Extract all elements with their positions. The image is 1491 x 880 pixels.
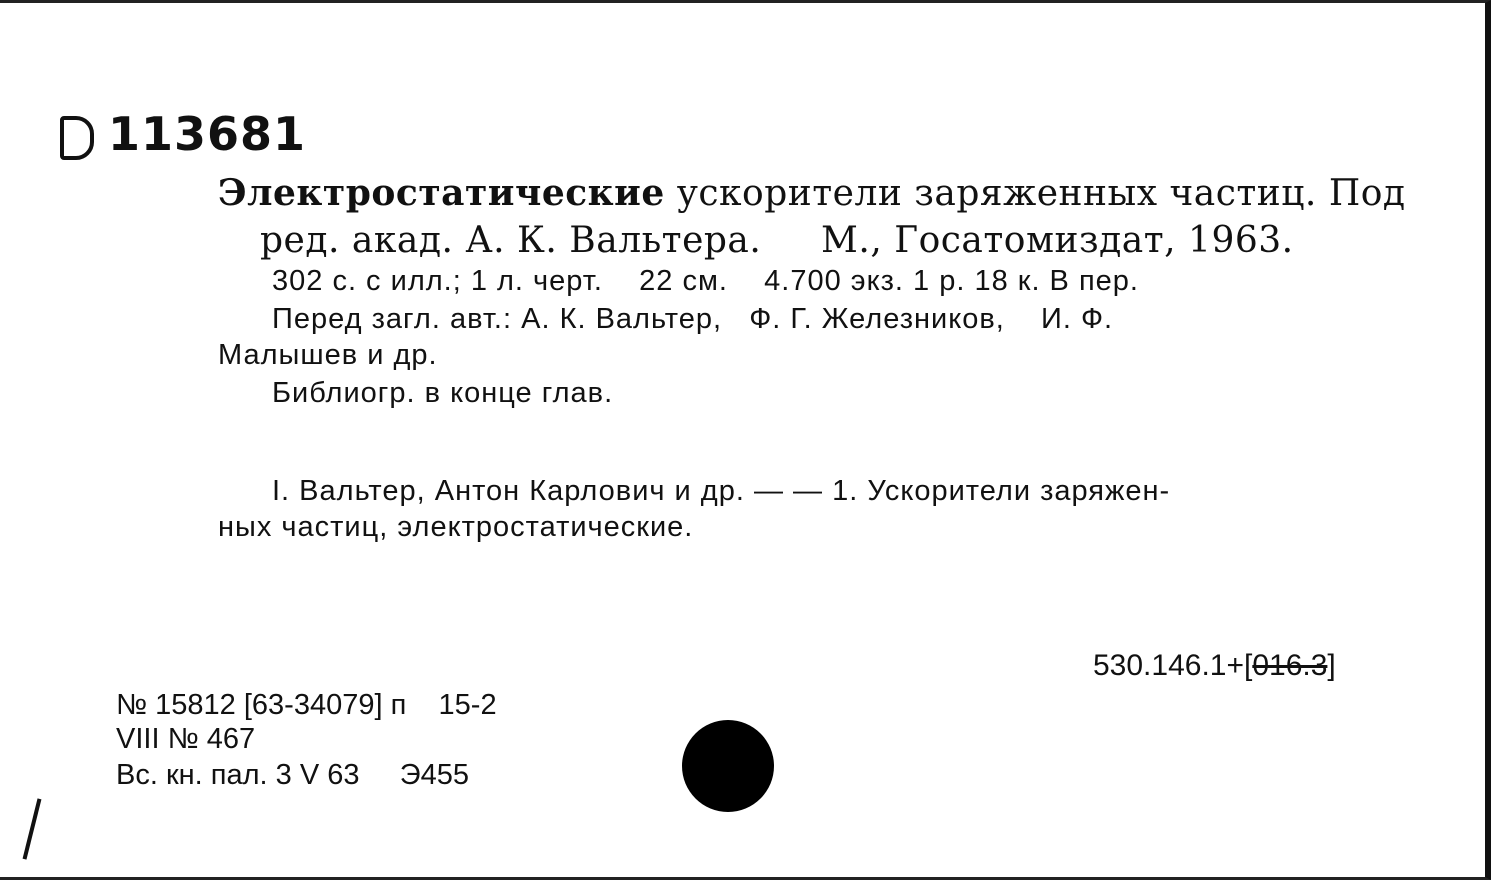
handwritten-shelfmark — [60, 107, 307, 161]
authors-line-2: Малышев и др. — [218, 339, 438, 371]
udc-end: ] — [1327, 649, 1336, 682]
udc-main: 530.146.1+[ — [1093, 649, 1253, 682]
authors-line-1: Перед загл. авт.: А. К. Вальтер, Ф. Г. Железников, И. Ф. — [272, 303, 1114, 335]
title-bold: Электростатические — [218, 172, 665, 214]
collation-line: 302 с. с илл.; 1 л. черт. 22 см. 4.700 экз. 1 р. 18 к. В пер. — [272, 265, 1139, 297]
editor-imprint-line: ред. акад. А. К. Вальтера. М., Госатомиздат, 1963. — [260, 220, 1294, 261]
title-line — [218, 172, 1406, 214]
title-rest: ускорители заряженных частиц. Под — [664, 173, 1406, 214]
punch-hole — [682, 720, 774, 812]
tracing-line-1: I. Вальтер, Антон Карлович и др. — — 1. Ускорители заряжен- — [272, 475, 1171, 507]
pen-mark — [23, 798, 42, 859]
udc-classification — [1093, 651, 1336, 681]
udc-struck: 016.3 — [1252, 649, 1328, 682]
bibliography-note: Библиогр. в конце глав. — [272, 377, 614, 409]
tracing-line-2: ных частиц, электростатические. — [218, 511, 694, 543]
footer-line-2: VIII № 467 — [116, 723, 256, 755]
shelfmark-number: 113681 — [108, 107, 307, 161]
footer-line-3: Вс. кн. пал. 3 V 63 Э455 — [116, 759, 469, 791]
shelfmark-prefix-mark — [60, 116, 94, 160]
footer-line-1: № 15812 [63-34079] п 15-2 — [116, 689, 497, 721]
